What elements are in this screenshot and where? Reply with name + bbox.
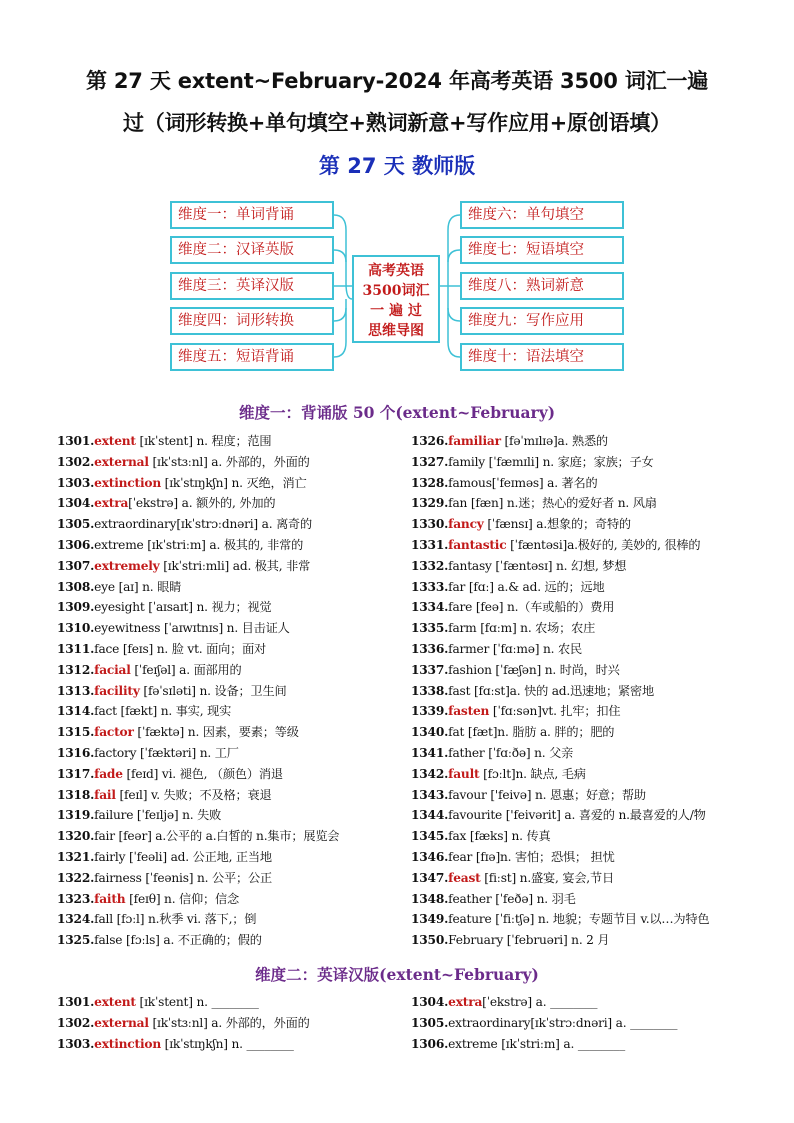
vocab-entry: [57, 1036, 294, 1053]
vocab-number: 1304.: [411, 995, 449, 1009]
vocab-number: 1302.: [57, 454, 95, 469]
vocab-entry: [57, 849, 272, 866]
vocab-number: 1334.: [411, 600, 449, 615]
vocab-definition: [ɪkˈstɪŋkʃn] n. ________: [160, 1037, 294, 1051]
vocab-number: 1328.: [411, 475, 449, 490]
mindmap-left-item-3: 维度三：英译汉版: [170, 272, 334, 300]
vocab-definition: [ˈfeɪʃəl] a. 面部用的: [130, 662, 242, 677]
vocab-number: 1314.: [57, 704, 95, 719]
section-1-heading: 维度一：背诵版 50 个(extent~February): [238, 403, 556, 422]
vocab-entry: [57, 683, 286, 700]
vocab-number: 1339.: [411, 704, 449, 719]
vocab-word: fact: [94, 704, 117, 719]
vocab-definition: [feə] n.（车或船的）费用: [472, 600, 615, 615]
vocab-number: 1331.: [411, 538, 449, 552]
vocab-word: extraordinary: [94, 517, 177, 532]
vocab-word: fast: [448, 683, 471, 698]
vocab-definition: [fəˈsɪləti] n. 设备；卫生间: [139, 683, 287, 698]
vocab-entry: [411, 537, 700, 554]
vocab-word: facial: [94, 662, 131, 677]
vocab-entry: [57, 745, 239, 762]
vocab-word: famous: [448, 475, 492, 490]
vocab-number: 1330.: [411, 517, 449, 532]
vocab-entry: [411, 599, 614, 616]
vocab-word: face: [94, 642, 120, 656]
vocab-definition: [feɪθ] n. 信仰；信念: [125, 891, 239, 906]
vocab-number: 1336.: [411, 642, 449, 656]
vocab-number: 1332.: [411, 558, 449, 573]
vocab-entry: [411, 683, 654, 700]
vocab-definition: [feɪd] vi. 褪色, （颜色）消退: [122, 766, 283, 781]
vocab-number: 1320.: [57, 829, 95, 844]
vocab-definition: [ɪkˈstrɔːdnəri] a. ________: [530, 1016, 678, 1030]
vocab-word: fat: [448, 725, 465, 740]
vocab-entry: [57, 599, 271, 616]
vocab-entry: [411, 932, 609, 949]
vocab-entry: [57, 537, 303, 554]
vocab-entry: [411, 516, 631, 533]
mindmap-center-line-4: 思维导图: [368, 323, 424, 339]
vocab-number: 1309.: [57, 600, 95, 615]
vocab-entry: [57, 994, 259, 1011]
vocab-word: family: [448, 454, 485, 469]
vocab-number: 1310.: [57, 621, 95, 636]
vocab-number: 1340.: [411, 725, 449, 740]
vocab-entry: [57, 870, 272, 887]
vocab-entry: [411, 745, 573, 762]
vocab-number: 1323.: [57, 891, 95, 906]
vocab-word: factory: [94, 746, 137, 760]
vocab-entry: [57, 828, 339, 845]
vocab-entry: [57, 433, 271, 450]
vocab-entry: [411, 911, 709, 928]
mindmap-right-item-1: 维度六：单句填空: [460, 201, 624, 229]
vocab-definition: [aɪ] n. 眼睛: [114, 579, 182, 594]
vocab-word: fault: [448, 766, 480, 781]
vocab-definition: [ɪkˈstrɔːdnəri] a. 离奇的: [176, 517, 313, 532]
vocab-entry: [57, 662, 242, 679]
vocab-definition: [fɪə]n. 害怕；恐惧； 担忧: [472, 850, 615, 864]
vocab-word: fare: [448, 600, 473, 615]
vocab-word: fade: [94, 766, 123, 781]
section-2-heading: 维度二：英译汉版(extent~February): [255, 965, 539, 984]
vocab-number: 1305.: [57, 517, 95, 532]
vocab-entry: [57, 932, 262, 949]
vocab-entry: [411, 433, 608, 450]
vocab-definition: [fækt] n. 事实, 现实: [116, 704, 232, 719]
vocab-word: faith: [94, 891, 126, 906]
vocab-entry: [411, 766, 586, 783]
mindmap-left-item-2: 维度二：汉译英版: [170, 236, 334, 264]
vocab-word: fairness: [94, 870, 142, 885]
vocab-word: facility: [94, 683, 140, 698]
vocab-number: 1317.: [57, 766, 95, 781]
vocab-definition: [ˈfeðə] n. 羽毛: [491, 891, 576, 906]
vocab-definition: [feər] a.公平的 a.白皙的 n.集市；展览会: [114, 829, 340, 844]
vocab-definition: [ˈfɑːðə] n. 父亲: [484, 746, 574, 760]
vocab-word: farm: [448, 621, 477, 636]
vocab-word: fall: [94, 912, 113, 927]
vocab-entry: [57, 495, 275, 512]
vocab-word: factor: [94, 725, 134, 740]
vocab-definition: [ˈaɪwɪtnɪs] n. 目击证人: [160, 621, 290, 636]
vocab-definition: [fiːst] n.盛宴, 宴会,节日: [480, 870, 614, 885]
vocab-word: farmer: [448, 642, 490, 656]
vocab-definition: [ɪkˈstriːm] a. ________: [497, 1037, 625, 1051]
vocab-number: 1346.: [411, 850, 449, 864]
document-subtitle: 第 27 天 教师版: [318, 154, 476, 178]
vocab-entry: [57, 454, 310, 471]
vocab-word: fantasy: [448, 558, 492, 573]
vocab-number: 1347.: [411, 870, 449, 885]
document-title-line-2: 过（词形转换+单句填空+熟词新意+写作应用+原创语填）: [123, 111, 671, 135]
vocab-definition: [ɪkˈstɪŋkʃn] n. 灭绝，消亡: [160, 475, 307, 490]
vocab-definition: [ˈfeɪljə] n. 失败: [133, 808, 222, 823]
vocab-entry: [57, 558, 310, 575]
vocab-definition: [ˈekstrə] a. ________: [482, 995, 598, 1009]
vocab-word: familiar: [448, 434, 501, 448]
vocab-entry: [57, 516, 312, 533]
mindmap-center-line-1: 高考英语: [368, 263, 424, 279]
vocab-number: 1301.: [57, 434, 95, 448]
vocab-number: 1326.: [411, 434, 449, 448]
vocab-word: feature: [448, 912, 492, 927]
mindmap-left-item-5: 维度五：短语背诵: [170, 343, 334, 371]
vocab-word: extra: [448, 995, 483, 1009]
vocab-number: 1303.: [57, 1037, 95, 1051]
mindmap-right-item-2: 维度七：短语填空: [460, 236, 624, 264]
vocab-number: 1307.: [57, 558, 95, 573]
vocab-entry: [57, 911, 256, 928]
vocab-word: eye: [94, 579, 115, 594]
vocab-word: far: [448, 579, 466, 594]
vocab-number: 1344.: [411, 808, 449, 823]
vocab-entry: [411, 662, 620, 679]
vocab-entry: [57, 579, 181, 596]
vocab-number: 1327.: [411, 454, 449, 469]
mindmap-center-line-3: 一 遍 过: [370, 303, 422, 319]
vocab-definition: ['feivə] n. 恩惠；好意；帮助: [486, 787, 646, 802]
vocab-definition: [ɪkˈstɜːnl] a. 外部的，外面的: [148, 1016, 310, 1030]
vocab-entry: [57, 1015, 310, 1032]
vocab-word: extra: [94, 496, 129, 511]
vocab-definition: [ɪkˈstent] n. 程度；范围: [135, 434, 272, 448]
vocab-entry: [57, 787, 271, 804]
vocab-number: 1349.: [411, 912, 449, 927]
vocab-word: extreme: [94, 538, 144, 552]
vocab-number: 1345.: [411, 829, 449, 844]
vocab-word: fantastic: [448, 538, 507, 552]
vocab-entry: [57, 641, 266, 658]
vocab-definition: [ˈfiːtʃə] n. 地貌；专题节目 v.以…为特色: [491, 912, 710, 927]
vocab-entry: [57, 807, 221, 824]
vocab-entry: [411, 475, 598, 492]
vocab-definition: [feɪs] n. 脸 vt. 面向；面对: [119, 642, 267, 656]
vocab-definition: [ˈaɪsaɪt] n. 视力；视觉: [144, 600, 272, 615]
vocab-definition: [ˈfæntəsɪ] n. 幻想, 梦想: [491, 558, 627, 573]
vocab-number: 1304.: [57, 496, 95, 511]
vocab-number: 1342.: [411, 766, 449, 781]
vocab-number: 1341.: [411, 746, 449, 760]
vocab-number: 1337.: [411, 662, 449, 677]
vocab-definition: [ˈfeɪməs] a. 著名的: [491, 475, 598, 490]
vocab-definition: [fɔːl] n.秋季 vi. 落下,；倒: [112, 912, 257, 927]
vocab-word: fear: [448, 850, 473, 864]
vocab-number: 1306.: [57, 538, 95, 552]
document-title-line-1: 第 27 天 extent~February-2024 年高考英语 3500 词汇一遍: [85, 69, 709, 93]
vocab-number: 1302.: [57, 1016, 95, 1030]
vocab-number: 1325.: [57, 933, 95, 948]
vocab-entry: [57, 475, 306, 492]
vocab-word: extent: [94, 434, 136, 448]
vocab-definition: [ˈfebruəri] n. 2 月: [503, 933, 610, 948]
vocab-word: extreme: [448, 1037, 498, 1051]
vocab-entry: [411, 994, 597, 1011]
vocab-entry: [411, 1036, 625, 1053]
vocab-entry: [411, 558, 626, 575]
vocab-word: eyesight: [94, 600, 145, 615]
vocab-entry: [411, 787, 646, 804]
vocab-definition: [ˈfɑːsən]vt. 扎牢；扣住: [489, 704, 621, 719]
vocab-word: extinction: [94, 1037, 161, 1051]
vocab-number: 1303.: [57, 475, 95, 490]
vocab-number: 1321.: [57, 850, 95, 864]
vocab-word: fashion: [448, 662, 492, 677]
vocab-definition: [ˈfæktəri] n. 工厂: [136, 746, 239, 760]
vocab-word: feather: [448, 891, 492, 906]
vocab-definition: [ɪkˈstriːmli] ad. 极其, 非常: [159, 558, 311, 573]
vocab-number: 1338.: [411, 683, 449, 698]
vocab-definition: [ˈfæntəsi]a.极好的, 美妙的, 很棒的: [506, 538, 701, 552]
vocab-number: 1343.: [411, 787, 449, 802]
vocab-entry: [411, 579, 604, 596]
vocab-definition: [ˈekstrə] a. 额外的, 外加的: [128, 496, 276, 511]
vocab-entry: [411, 828, 550, 845]
vocab-number: 1313.: [57, 683, 95, 698]
vocab-word: extremely: [94, 558, 160, 573]
vocab-entry: [411, 849, 615, 866]
vocab-definition: [fɑːst]a. 快的 ad.迅速地；紧密地: [470, 683, 654, 698]
mindmap-right-item-4: 维度九：写作应用: [460, 307, 624, 335]
vocab-definition: [ˈfænsɪ] a.想象的；奇特的: [483, 517, 631, 532]
vocab-number: 1319.: [57, 808, 95, 823]
vocab-definition: [feɪl] v. 失败；不及格；衰退: [115, 787, 272, 802]
vocab-entry: [411, 495, 657, 512]
vocab-definition: [fɑːm] n. 农场；农庄: [476, 621, 596, 636]
vocab-number: 1350.: [411, 933, 449, 948]
vocab-definition: ['feivərit] a. 喜爱的 n.最喜爱的人/物: [502, 808, 706, 823]
vocab-entry: [57, 620, 290, 637]
vocab-word: fail: [94, 787, 116, 802]
vocab-definition: [ˈfæktə] n. 因素，要素；等级: [133, 725, 299, 740]
vocab-number: 1324.: [57, 912, 95, 927]
mindmap-left-item-4: 维度四：词形转换: [170, 307, 334, 335]
vocab-number: 1316.: [57, 746, 95, 760]
vocab-definition: [fɔːls] a. 不正确的；假的: [122, 933, 262, 948]
vocab-entry: [411, 891, 576, 908]
vocab-number: 1305.: [411, 1016, 449, 1030]
vocab-definition: [fæn] n.迷；热心的爱好者 n. 风扇: [467, 496, 657, 511]
vocab-definition: [ɪkˈstent] n. ________: [135, 995, 259, 1009]
vocab-number: 1312.: [57, 662, 95, 677]
mindmap-center: [352, 255, 440, 343]
vocab-word: father: [448, 746, 485, 760]
vocab-definition: [fæt]n. 脂肪 a. 胖的；肥的: [464, 725, 615, 740]
vocab-entry: [411, 454, 654, 471]
vocab-number: 1329.: [411, 496, 449, 511]
mindmap-left-item-1: 维度一：单词背诵: [170, 201, 334, 229]
vocab-definition: [fɑː] a.& ad. 远的；远地: [465, 579, 605, 594]
vocab-definition: [fɔːlt]n. 缺点, 毛病: [479, 766, 586, 781]
vocab-definition: [ˈfeənis] n. 公平；公正: [141, 870, 272, 885]
vocab-definition: [ˈfeəli] ad. 公正地, 正当地: [125, 850, 272, 864]
vocab-word: favourite: [448, 808, 503, 823]
vocab-number: 1301.: [57, 995, 95, 1009]
mindmap-right-item-5: 维度十：语法填空: [460, 343, 624, 371]
vocab-number: 1322.: [57, 870, 95, 885]
vocab-word: failure: [94, 808, 134, 823]
vocab-word: eyewitness: [94, 621, 161, 636]
vocab-entry: [57, 724, 299, 741]
vocab-entry: [57, 766, 283, 783]
vocab-entry: [411, 724, 614, 741]
vocab-word: extinction: [94, 475, 161, 490]
vocab-word: feast: [448, 870, 481, 885]
vocab-definition: [ɪkˈstɜːnl] a. 外部的，外面的: [148, 454, 310, 469]
vocab-entry: [57, 703, 231, 720]
vocab-word: extraordinary: [448, 1016, 531, 1030]
vocab-word: fasten: [448, 704, 490, 719]
vocab-word: external: [94, 1016, 149, 1030]
vocab-word: fan: [448, 496, 468, 511]
vocab-entry: [411, 703, 620, 720]
vocab-definition: [fæks] n. 传真: [466, 829, 551, 844]
vocab-word: external: [94, 454, 149, 469]
vocab-entry: [411, 620, 595, 637]
vocab-word: fair: [94, 829, 115, 844]
vocab-entry: [411, 641, 582, 658]
mindmap-center-line-2: 3500词汇: [362, 283, 430, 299]
vocab-number: 1333.: [411, 579, 449, 594]
vocab-entry: [411, 870, 614, 887]
vocab-entry: [411, 1015, 677, 1032]
vocab-entry: [411, 807, 706, 824]
vocab-number: 1306.: [411, 1037, 449, 1051]
vocab-number: 1311.: [57, 642, 95, 656]
vocab-word: February: [448, 933, 504, 948]
vocab-word: extent: [94, 995, 136, 1009]
vocab-number: 1348.: [411, 891, 449, 906]
mindmap-right-item-3: 维度八：熟词新意: [460, 272, 624, 300]
vocab-word: favour: [448, 787, 487, 802]
vocab-number: 1335.: [411, 621, 449, 636]
vocab-definition: [fəˈmɪlɪə]a. 熟悉的: [500, 434, 608, 448]
vocab-definition: [ˈfæmɪli] n. 家庭；家族；子女: [485, 454, 654, 469]
vocab-number: 1315.: [57, 725, 95, 740]
vocab-definition: [ˈfɑːmə] n. 农民: [489, 642, 582, 656]
vocab-number: 1308.: [57, 579, 95, 594]
vocab-definition: [ˈfæʃən] n. 时尚，时兴: [491, 662, 620, 677]
vocab-number: 1318.: [57, 787, 95, 802]
vocab-word: fancy: [448, 517, 484, 532]
vocab-definition: [ɪkˈstriːm] a. 极其的, 非常的: [143, 538, 304, 552]
vocab-entry: [57, 891, 239, 908]
vocab-word: false: [94, 933, 123, 948]
vocab-word: fax: [448, 829, 467, 844]
vocab-word: fairly: [94, 850, 126, 864]
